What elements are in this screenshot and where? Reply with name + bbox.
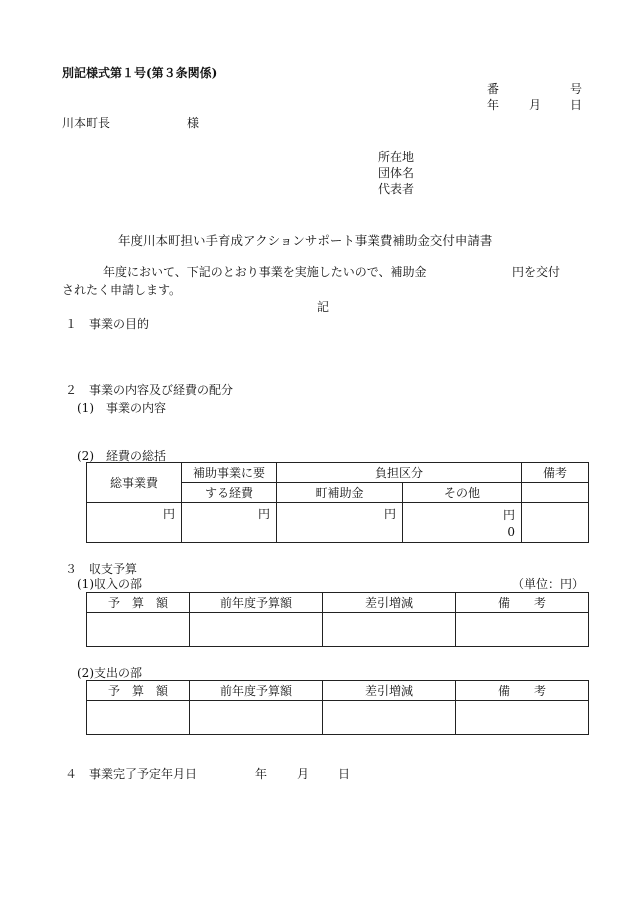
- income-cell-diff[interactable]: [323, 613, 456, 647]
- unit-label: （単位：円）: [512, 577, 585, 591]
- section4-day: 日: [338, 767, 351, 781]
- document-title: 年度川本町担い手育成アクションサポート事業費補助金交付申請書: [118, 233, 493, 248]
- income-table: [86, 592, 589, 647]
- body-line2: されたく申請します。: [62, 283, 182, 297]
- section3-heading: ３ 収支予算: [65, 562, 138, 576]
- income-col-budget: 予 算 額: [87, 593, 190, 613]
- income-col-diff: 差引増減: [323, 593, 456, 613]
- income-cell-budget[interactable]: [87, 613, 190, 647]
- cell-total-yen[interactable]: 円: [87, 503, 182, 543]
- income-cell-remarks[interactable]: [456, 613, 589, 647]
- cell-subsidized-yen[interactable]: 円: [182, 503, 277, 543]
- income-cell-prev[interactable]: [190, 613, 323, 647]
- number-label: 番: [487, 82, 500, 96]
- date-month: 月: [529, 98, 542, 112]
- expense-col-remarks: 備 考: [456, 681, 589, 701]
- addressee: 川本町長: [62, 116, 111, 130]
- expense-col-prev: 前年度予算額: [190, 681, 323, 701]
- header-burden: 負担区分: [277, 463, 522, 483]
- expense-cell-diff[interactable]: [323, 701, 456, 735]
- cell-other-value: 0: [507, 525, 516, 539]
- section2-heading: ２ 事業の内容及び経費の配分: [65, 383, 234, 397]
- number-suffix: 号: [570, 82, 583, 96]
- header-remarks: 備考: [522, 463, 589, 483]
- section2-sub1: (1) 事業の内容: [77, 401, 166, 415]
- header-other: その他: [403, 483, 522, 503]
- ki-mark: 記: [317, 300, 330, 314]
- header-remarks-blank: [522, 483, 589, 503]
- applicant-organization: 団体名: [378, 166, 415, 180]
- expense-col-budget: 予 算 額: [87, 681, 190, 701]
- income-col-prev: 前年度予算額: [190, 593, 323, 613]
- section4-year: 年: [255, 767, 268, 781]
- applicant-representative: 代表者: [378, 182, 415, 196]
- cell-town-yen[interactable]: 円: [277, 503, 403, 543]
- header-total-cost: 総事業費: [87, 463, 182, 503]
- header-town-subsidy: 町補助金: [277, 483, 403, 503]
- section2-sub2: (2) 経費の総括: [77, 449, 166, 463]
- section4-heading: ４ 事業完了予定年月日: [65, 767, 198, 781]
- expense-col-diff: 差引増減: [323, 681, 456, 701]
- body-line1-a: 年度において、下記のとおり事業を実施したいので、補助金: [103, 265, 427, 279]
- header-subsidized-1: 補助事業に要: [182, 463, 277, 483]
- cell-remarks[interactable]: [522, 503, 589, 543]
- section1-heading: １ 事業の目的: [65, 317, 150, 331]
- expense-cell-remarks[interactable]: [456, 701, 589, 735]
- income-label: (1)収入の部: [77, 577, 142, 591]
- date-day: 日: [570, 98, 583, 112]
- expense-summary-table: [86, 462, 589, 543]
- expense-label: (2)支出の部: [77, 666, 142, 680]
- cell-other-yen: 円: [503, 508, 516, 522]
- cell-other[interactable]: [403, 503, 522, 543]
- section4-month: 月: [297, 767, 310, 781]
- body-line1-b: 円を交付: [512, 265, 561, 279]
- header-subsidized-2: する経費: [182, 483, 277, 503]
- form-id: 別記様式第１号(第３条関係): [62, 66, 218, 80]
- addressee-honorific: 様: [187, 116, 200, 130]
- income-col-remarks: 備 考: [456, 593, 589, 613]
- date-year: 年: [487, 98, 500, 112]
- expense-cell-prev[interactable]: [190, 701, 323, 735]
- expense-table: [86, 680, 589, 735]
- expense-cell-budget[interactable]: [87, 701, 190, 735]
- applicant-location: 所在地: [378, 150, 415, 164]
